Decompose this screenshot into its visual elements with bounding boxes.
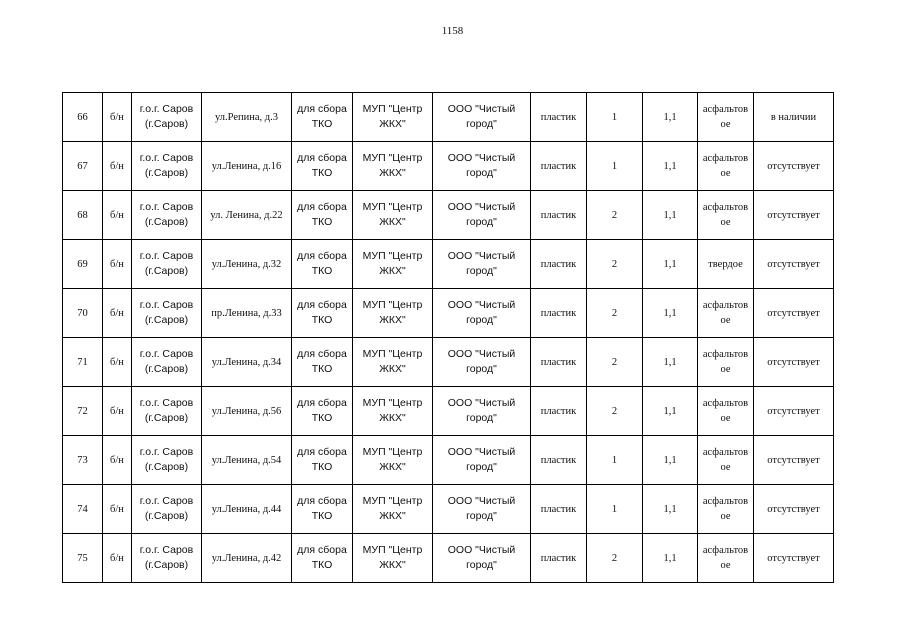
- purpose-cell: для сбора ТКО: [292, 338, 353, 387]
- purpose-cell: для сбора ТКО: [292, 485, 353, 534]
- purpose-cell: для сбора ТКО: [292, 191, 353, 240]
- fence-status-cell: отсутствует: [754, 142, 834, 191]
- operator-cell: ООО "Чистый город": [433, 142, 531, 191]
- container-count-cell: 1: [587, 93, 643, 142]
- owner-cell: МУП "Центр ЖКХ": [353, 142, 433, 191]
- container-volume-cell: 1,1: [643, 240, 698, 289]
- container-count-cell: 1: [587, 485, 643, 534]
- registry-number-cell: б/н: [103, 436, 132, 485]
- surface-type-cell: асфальтов ое: [698, 485, 754, 534]
- registry-number-cell: б/н: [103, 289, 132, 338]
- table-row: [63, 534, 834, 583]
- table-row: [63, 387, 834, 436]
- container-volume-cell: 1,1: [643, 289, 698, 338]
- fence-status-cell: отсутствует: [754, 485, 834, 534]
- surface-type-cell: асфальтов ое: [698, 534, 754, 583]
- purpose-cell: для сбора ТКО: [292, 436, 353, 485]
- container-material-cell: пластик: [531, 289, 587, 338]
- operator-cell: ООО "Чистый город": [433, 436, 531, 485]
- owner-cell: МУП "Центр ЖКХ": [353, 191, 433, 240]
- row-number-cell: 74: [63, 485, 103, 534]
- municipality-cell: г.о.г. Саров (г.Саров): [132, 191, 202, 240]
- container-material-cell: пластик: [531, 191, 587, 240]
- container-volume-cell: 1,1: [643, 142, 698, 191]
- fence-status-cell: отсутствует: [754, 534, 834, 583]
- address-cell: ул.Ленина, д.54: [202, 436, 292, 485]
- owner-cell: МУП "Центр ЖКХ": [353, 485, 433, 534]
- container-volume-cell: 1,1: [643, 485, 698, 534]
- row-number-cell: 70: [63, 289, 103, 338]
- operator-cell: ООО "Чистый город": [433, 338, 531, 387]
- container-material-cell: пластик: [531, 387, 587, 436]
- operator-cell: ООО "Чистый город": [433, 240, 531, 289]
- surface-type-cell: асфальтов ое: [698, 93, 754, 142]
- surface-type-cell: асфальтов ое: [698, 387, 754, 436]
- address-cell: ул. Ленина, д.22: [202, 191, 292, 240]
- owner-cell: МУП "Центр ЖКХ": [353, 240, 433, 289]
- operator-cell: ООО "Чистый город": [433, 289, 531, 338]
- registry-number-cell: б/н: [103, 485, 132, 534]
- municipality-cell: г.о.г. Саров (г.Саров): [132, 240, 202, 289]
- surface-type-cell: асфальтов ое: [698, 338, 754, 387]
- container-count-cell: 2: [587, 191, 643, 240]
- surface-type-cell: асфальтов ое: [698, 289, 754, 338]
- municipality-cell: г.о.г. Саров (г.Саров): [132, 387, 202, 436]
- table-row: [63, 485, 834, 534]
- container-count-cell: 1: [587, 436, 643, 485]
- fence-status-cell: отсутствует: [754, 436, 834, 485]
- municipality-cell: г.о.г. Саров (г.Саров): [132, 93, 202, 142]
- municipality-cell: г.о.г. Саров (г.Саров): [132, 485, 202, 534]
- container-volume-cell: 1,1: [643, 387, 698, 436]
- table-body: [63, 93, 834, 583]
- registry-number-cell: б/н: [103, 240, 132, 289]
- address-cell: ул.Ленина, д.42: [202, 534, 292, 583]
- address-cell: ул.Репина, д.3: [202, 93, 292, 142]
- table-row: [63, 436, 834, 485]
- container-count-cell: 1: [587, 142, 643, 191]
- operator-cell: ООО "Чистый город": [433, 534, 531, 583]
- purpose-cell: для сбора ТКО: [292, 289, 353, 338]
- registry-number-cell: б/н: [103, 338, 132, 387]
- container-volume-cell: 1,1: [643, 436, 698, 485]
- municipality-cell: г.о.г. Саров (г.Саров): [132, 289, 202, 338]
- container-material-cell: пластик: [531, 240, 587, 289]
- municipality-cell: г.о.г. Саров (г.Саров): [132, 436, 202, 485]
- surface-type-cell: асфальтов ое: [698, 436, 754, 485]
- container-count-cell: 2: [587, 338, 643, 387]
- fence-status-cell: отсутствует: [754, 289, 834, 338]
- address-cell: пр.Ленина, д.33: [202, 289, 292, 338]
- owner-cell: МУП "Центр ЖКХ": [353, 387, 433, 436]
- container-volume-cell: 1,1: [643, 338, 698, 387]
- surface-type-cell: твердое: [698, 240, 754, 289]
- operator-cell: ООО "Чистый город": [433, 387, 531, 436]
- table-row: [63, 338, 834, 387]
- waste-site-registry-table: [62, 92, 834, 583]
- container-count-cell: 2: [587, 534, 643, 583]
- registry-number-cell: б/н: [103, 534, 132, 583]
- registry-number-cell: б/н: [103, 387, 132, 436]
- container-material-cell: пластик: [531, 142, 587, 191]
- purpose-cell: для сбора ТКО: [292, 240, 353, 289]
- row-number-cell: 75: [63, 534, 103, 583]
- table-row: [63, 142, 834, 191]
- address-cell: ул.Ленина, д.56: [202, 387, 292, 436]
- container-volume-cell: 1,1: [643, 191, 698, 240]
- table-row: [63, 240, 834, 289]
- address-cell: ул.Ленина, д.32: [202, 240, 292, 289]
- owner-cell: МУП "Центр ЖКХ": [353, 93, 433, 142]
- container-count-cell: 2: [587, 387, 643, 436]
- container-material-cell: пластик: [531, 436, 587, 485]
- registry-number-cell: б/н: [103, 142, 132, 191]
- row-number-cell: 73: [63, 436, 103, 485]
- purpose-cell: для сбора ТКО: [292, 93, 353, 142]
- row-number-cell: 71: [63, 338, 103, 387]
- table-row: [63, 93, 834, 142]
- address-cell: ул.Ленина, д.44: [202, 485, 292, 534]
- fence-status-cell: отсутствует: [754, 191, 834, 240]
- container-material-cell: пластик: [531, 534, 587, 583]
- row-number-cell: 68: [63, 191, 103, 240]
- container-material-cell: пластик: [531, 485, 587, 534]
- operator-cell: ООО "Чистый город": [433, 191, 531, 240]
- operator-cell: ООО "Чистый город": [433, 93, 531, 142]
- page-number: 1158: [441, 25, 464, 37]
- owner-cell: МУП "Центр ЖКХ": [353, 534, 433, 583]
- container-volume-cell: 1,1: [643, 93, 698, 142]
- owner-cell: МУП "Центр ЖКХ": [353, 338, 433, 387]
- owner-cell: МУП "Центр ЖКХ": [353, 436, 433, 485]
- row-number-cell: 67: [63, 142, 103, 191]
- registry-number-cell: б/н: [103, 93, 132, 142]
- fence-status-cell: отсутствует: [754, 240, 834, 289]
- purpose-cell: для сбора ТКО: [292, 387, 353, 436]
- municipality-cell: г.о.г. Саров (г.Саров): [132, 142, 202, 191]
- table-row: [63, 191, 834, 240]
- address-cell: ул.Ленина, д.34: [202, 338, 292, 387]
- municipality-cell: г.о.г. Саров (г.Саров): [132, 534, 202, 583]
- container-material-cell: пластик: [531, 93, 587, 142]
- fence-status-cell: отсутствует: [754, 387, 834, 436]
- operator-cell: ООО "Чистый город": [433, 485, 531, 534]
- table-row: [63, 289, 834, 338]
- purpose-cell: для сбора ТКО: [292, 142, 353, 191]
- container-volume-cell: 1,1: [643, 534, 698, 583]
- container-material-cell: пластик: [531, 338, 587, 387]
- container-count-cell: 2: [587, 240, 643, 289]
- surface-type-cell: асфальтов ое: [698, 142, 754, 191]
- row-number-cell: 72: [63, 387, 103, 436]
- fence-status-cell: в наличии: [754, 93, 834, 142]
- row-number-cell: 66: [63, 93, 103, 142]
- address-cell: ул.Ленина, д.16: [202, 142, 292, 191]
- row-number-cell: 69: [63, 240, 103, 289]
- owner-cell: МУП "Центр ЖКХ": [353, 289, 433, 338]
- purpose-cell: для сбора ТКО: [292, 534, 353, 583]
- surface-type-cell: асфальтов ое: [698, 191, 754, 240]
- municipality-cell: г.о.г. Саров (г.Саров): [132, 338, 202, 387]
- fence-status-cell: отсутствует: [754, 338, 834, 387]
- container-count-cell: 2: [587, 289, 643, 338]
- registry-number-cell: б/н: [103, 191, 132, 240]
